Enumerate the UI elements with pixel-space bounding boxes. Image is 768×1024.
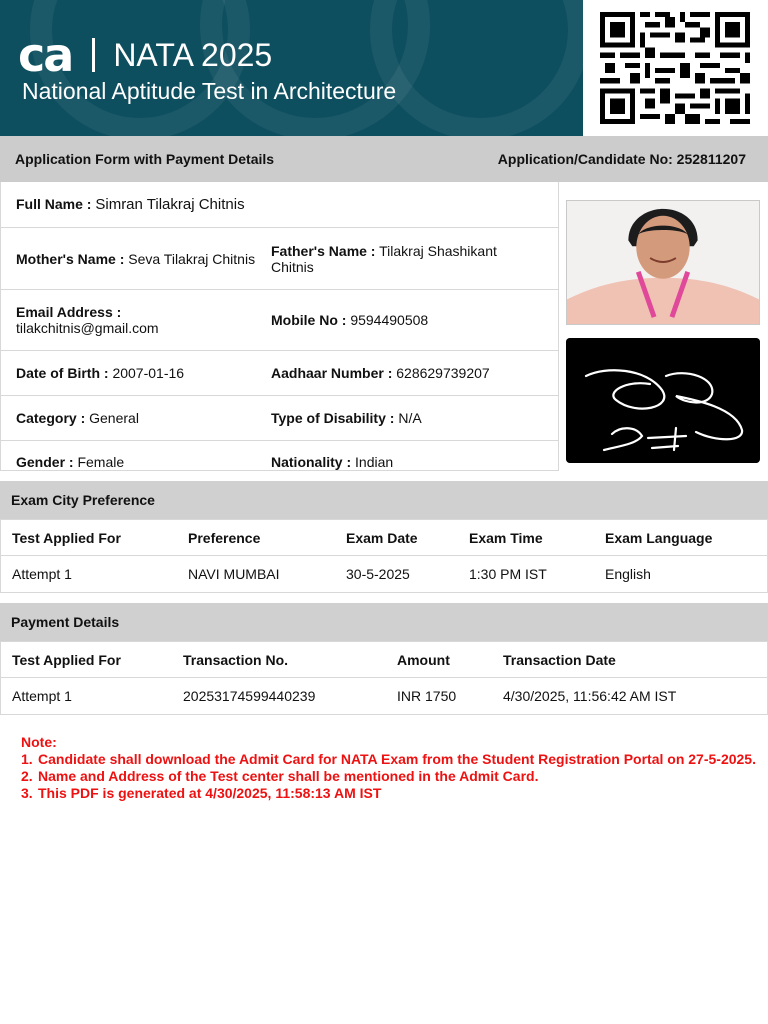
detail-row [1, 182, 559, 228]
col-preference: Preference [188, 530, 261, 546]
mobile-value: 9594490508 [350, 312, 429, 328]
email-field [16, 290, 261, 350]
dob-value: 2007-01-16 [112, 365, 185, 381]
note-text: This PDF is generated at 4/30/2025, 11:58:13 AM IST [38, 785, 382, 801]
father-name-field [271, 228, 531, 289]
detail-row [1, 290, 559, 351]
mobile-label: Mobile No : [271, 312, 347, 328]
exam-city-table [0, 519, 768, 593]
table-header-row [1, 520, 767, 556]
disability-field [271, 396, 531, 440]
aadhaar-label: Aadhaar Number : [271, 365, 393, 381]
category-label: Category : [16, 410, 86, 426]
dob-field [16, 351, 261, 395]
full-name-field [16, 182, 536, 227]
nationality-field [271, 441, 531, 471]
mother-name-field [16, 228, 261, 289]
exam-title: NATA 2025 [113, 37, 273, 73]
col-exam-language: Exam Language [605, 530, 713, 546]
aadhaar-field [271, 351, 531, 395]
col-transaction-no: Transaction No. [183, 652, 289, 668]
col-amount: Amount [397, 652, 450, 668]
exam-city-bar [0, 481, 768, 519]
col-transaction-date: Transaction Date [503, 652, 616, 668]
father-name-label: Father's Name : [271, 242, 376, 259]
note-section [21, 734, 761, 802]
nationality-label: Nationality : [271, 454, 352, 470]
coa-logo: ca [18, 28, 73, 82]
category-field [16, 396, 261, 440]
father-name-value: Tilakraj Shashikant Chitnis [271, 242, 497, 275]
application-bar [0, 136, 768, 182]
full-name-label: Full Name : [16, 196, 92, 212]
note-item [21, 768, 761, 785]
cell-preference: NAVI MUMBAI [188, 566, 280, 582]
logo-divider [92, 38, 95, 72]
cell-test-applied: Attempt 1 [12, 566, 72, 582]
note-number: 3. [21, 785, 33, 801]
mother-name-label: Mother's Name : [16, 250, 125, 267]
decor-ring [370, 0, 583, 136]
note-item [21, 785, 761, 802]
note-number: 2. [21, 768, 33, 784]
dob-label: Date of Birth : [16, 365, 109, 381]
table-header-row [1, 642, 767, 678]
full-name-value: Simran Tilakraj Chitnis [95, 196, 245, 213]
col-test-applied: Test Applied For [12, 530, 121, 546]
note-list [21, 751, 761, 802]
cell-exam-language: English [605, 566, 651, 582]
col-test-applied: Test Applied For [12, 652, 121, 668]
email-label: Email Address : [16, 304, 122, 320]
cell-exam-time: 1:30 PM IST [469, 566, 547, 582]
category-value: General [89, 410, 139, 426]
form-title: Application Form with Payment Details [15, 151, 275, 167]
mother-name-value: Seva Tilakraj Chitnis [128, 250, 256, 267]
exam-subtitle: National Aptitude Test in Architecture [22, 78, 397, 104]
note-title: Note: [21, 734, 57, 750]
note-text: Candidate shall download the Admit Card for NATA Exam from the Student Registration Portal on 27-5-2025. [38, 751, 756, 767]
disability-label: Type of Disability : [271, 410, 395, 426]
gender-field [16, 441, 261, 471]
detail-row [1, 396, 559, 441]
disability-value: N/A [398, 410, 422, 426]
detail-row [1, 441, 559, 471]
cell-transaction-no: 20253174599440239 [183, 688, 316, 704]
payment-title: Payment Details [11, 614, 120, 630]
cell-transaction-date: 4/30/2025, 11:56:42 AM IST [503, 688, 677, 704]
note-text: Name and Address of the Test center shall be mentioned in the Admit Card. [38, 768, 539, 784]
email-value: tilakchitnis@gmail.com [16, 320, 159, 336]
detail-row [1, 351, 559, 396]
candidate-signature [566, 338, 760, 463]
table-row [1, 556, 767, 592]
cell-exam-date: 30-5-2025 [346, 566, 410, 582]
col-exam-time: Exam Time [469, 530, 543, 546]
candidate-details [0, 182, 559, 471]
qr-code [600, 12, 750, 124]
cell-amount: INR 1750 [397, 688, 457, 704]
table-row [1, 678, 767, 714]
logo-row [18, 28, 273, 82]
header-banner [0, 0, 583, 136]
nationality-value: Indian [355, 454, 394, 470]
exam-city-title: Exam City Preference [11, 492, 155, 508]
candidate-number: Application/Candidate No: 252811207 [497, 151, 746, 167]
candidate-photo [566, 200, 760, 325]
note-number: 1. [21, 751, 33, 767]
payment-table [0, 641, 768, 715]
gender-label: Gender : [16, 454, 74, 470]
payment-bar [0, 603, 768, 641]
col-exam-date: Exam Date [346, 530, 418, 546]
gender-value: Female [77, 454, 125, 470]
aadhaar-value: 628629739207 [396, 365, 490, 381]
note-item [21, 751, 761, 768]
mobile-field [271, 290, 531, 350]
cell-test-applied: Attempt 1 [12, 688, 72, 704]
detail-row [1, 228, 559, 290]
